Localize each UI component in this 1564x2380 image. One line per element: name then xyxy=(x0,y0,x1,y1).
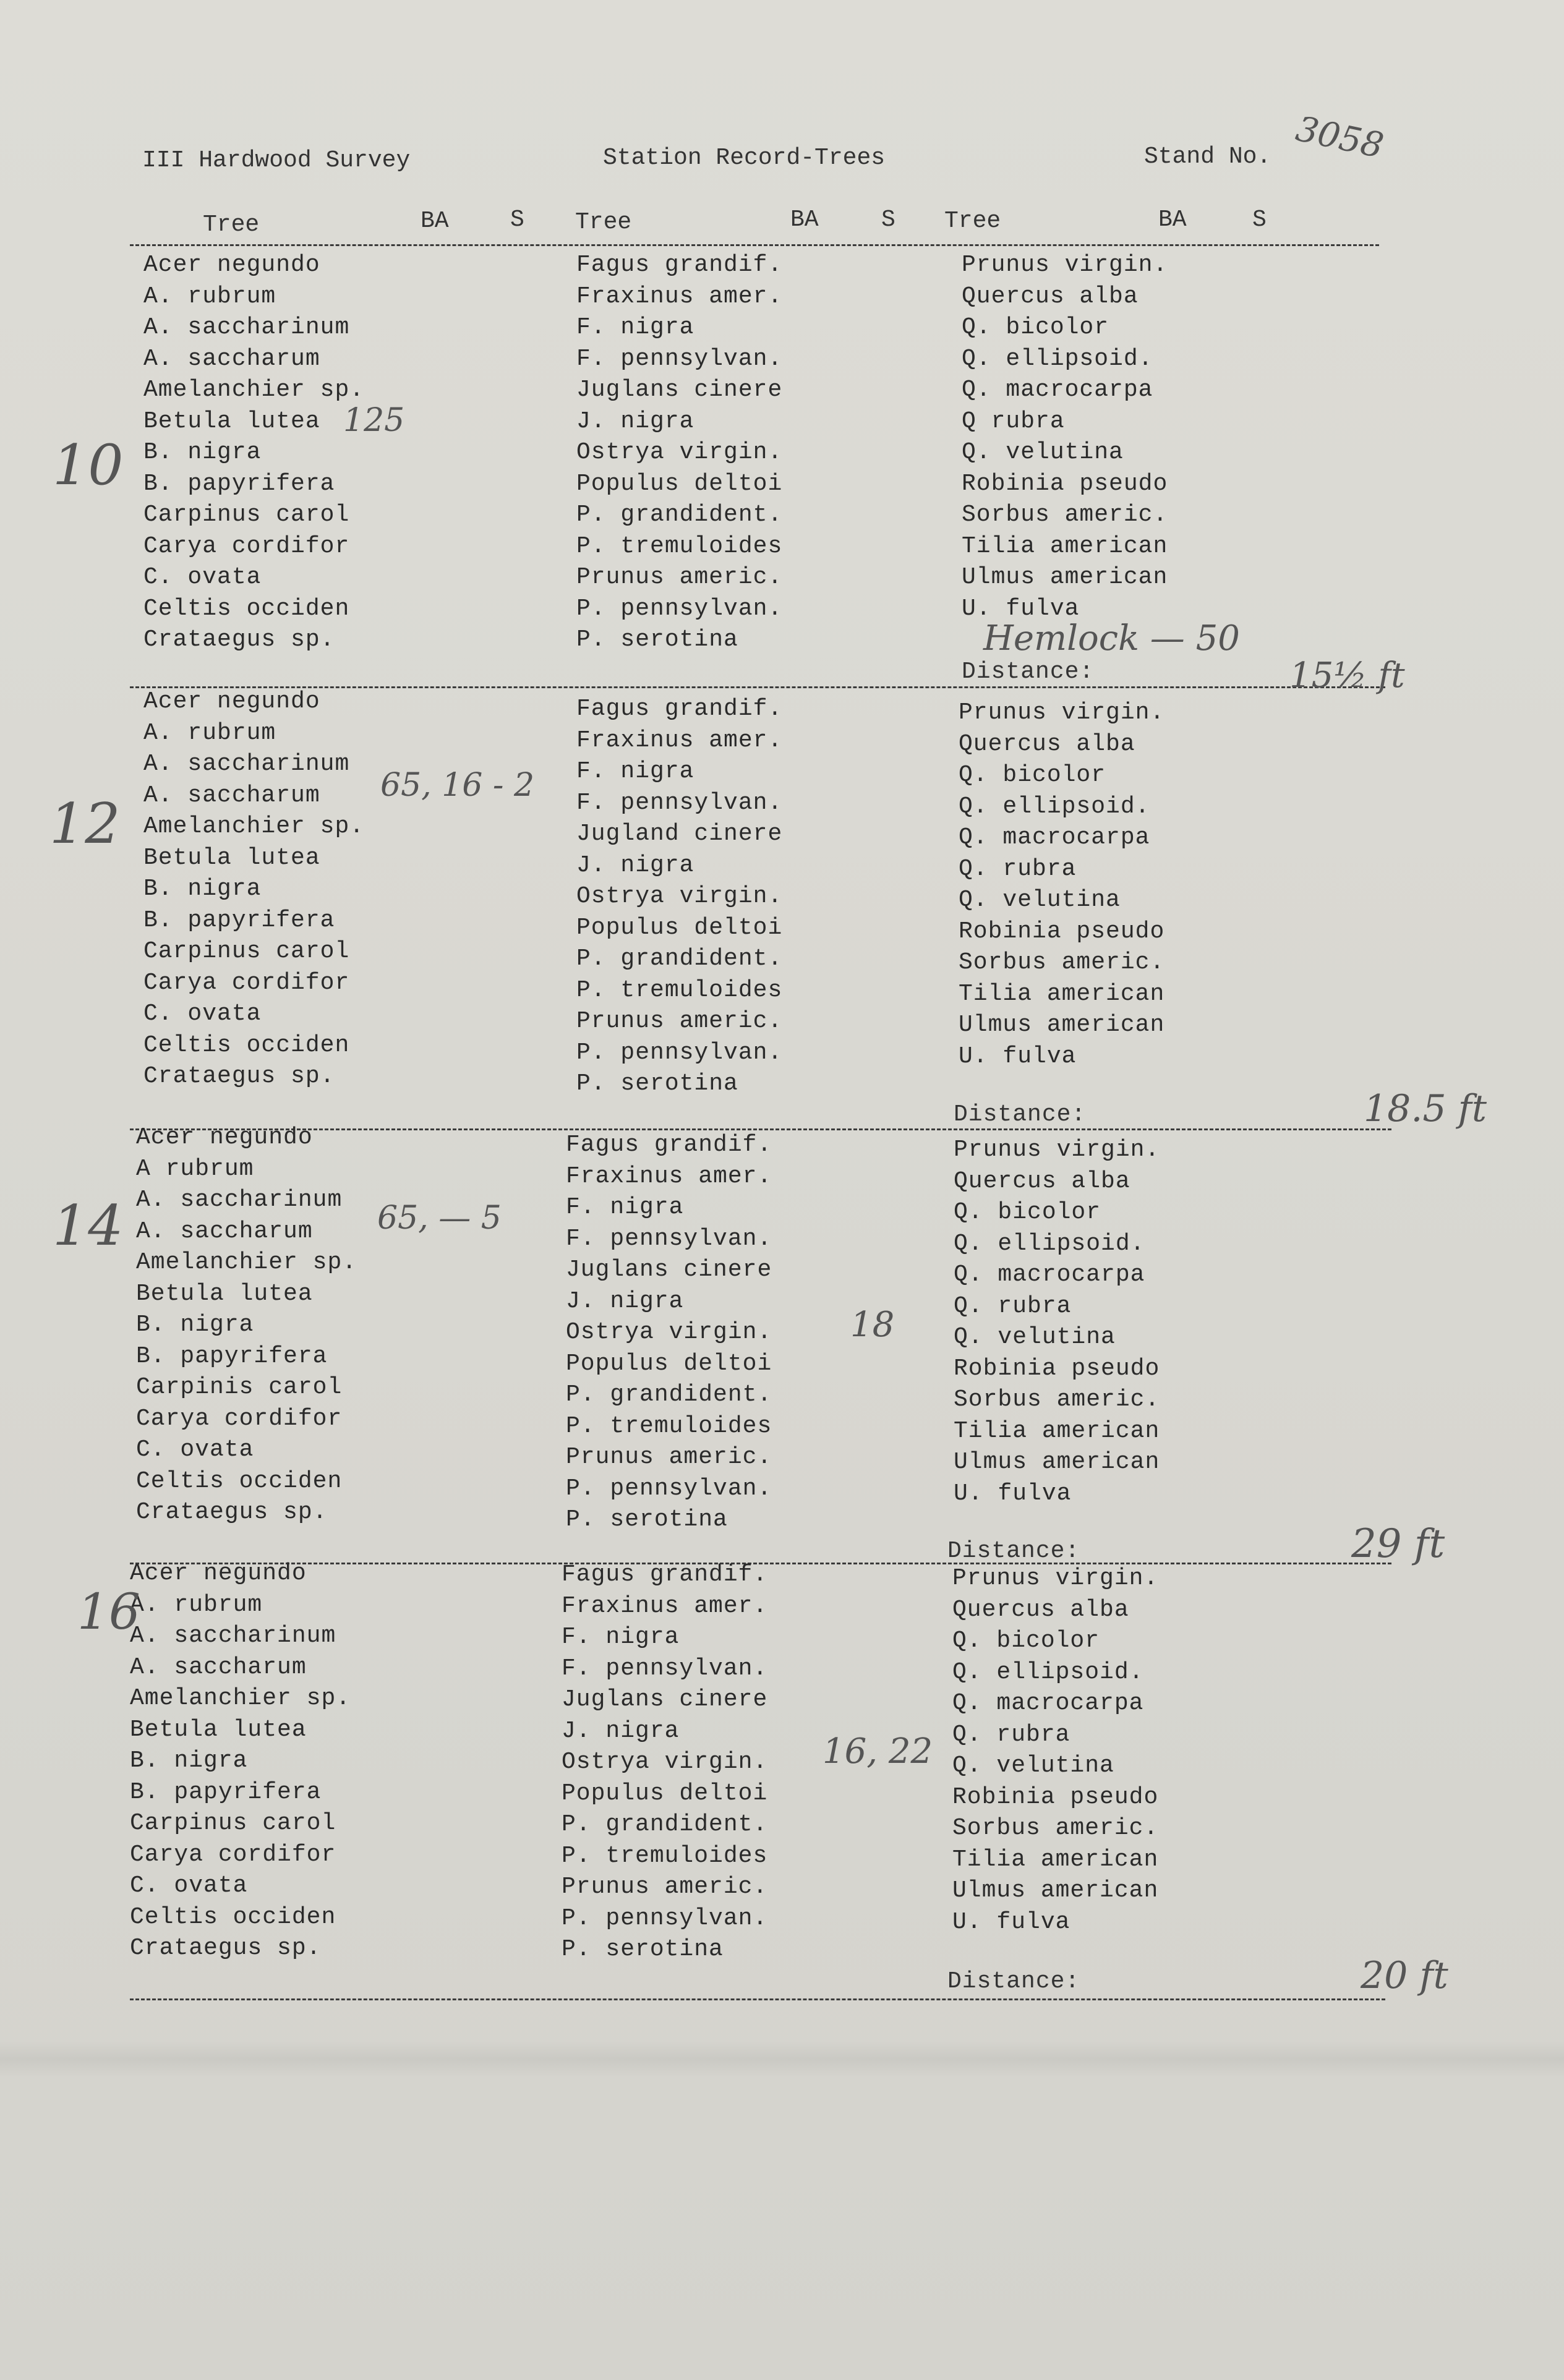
tree-entry: Carya cordifor xyxy=(136,1405,343,1432)
station2-col2 xyxy=(576,694,782,1100)
handwritten-note: Hemlock — 50 xyxy=(983,618,1240,659)
tree-entry: Ostrya virgin. xyxy=(562,1749,768,1775)
tree-entry: P. tremuloides xyxy=(562,1842,768,1869)
col1-ba-header: BA xyxy=(421,208,449,234)
tree-entry: Q. rubra xyxy=(952,1721,1070,1748)
station-divider xyxy=(130,1998,1385,2000)
tree-entry: Ulmus american xyxy=(959,1012,1165,1038)
tree-entry: B. nigra xyxy=(130,1747,248,1774)
paper-fold xyxy=(0,2041,1564,2078)
tree-entry: Carya cordifor xyxy=(143,532,350,560)
tree-entry: Celtis occiden xyxy=(130,1903,336,1930)
tree-entry: Robinia pseudo xyxy=(962,470,1168,497)
tree-entry: Populus deltoi xyxy=(576,470,783,497)
handwritten-note: 65, — 5 xyxy=(377,1200,502,1237)
tree-entry: P. grandident. xyxy=(576,945,783,972)
tree-entry: P. serotina xyxy=(566,1506,728,1533)
tree-entry: Populus deltoi xyxy=(566,1350,772,1377)
station3-col1 xyxy=(136,1122,357,1529)
form-title: III Hardwood Survey xyxy=(142,147,411,174)
tree-entry: B. papyrifera xyxy=(136,1342,328,1370)
tree-entry: Q. rubra xyxy=(954,1292,1072,1320)
tree-entry: A. rubrum xyxy=(130,1591,263,1618)
handwritten-distance: 29 ft xyxy=(1351,1521,1445,1567)
tree-entry: Q. velutina xyxy=(962,439,1124,466)
tree-entry: U. fulva xyxy=(952,1908,1070,1935)
tree-entry: Q. macrocarpa xyxy=(952,1690,1144,1717)
handwritten-note: 65, 16 - 2 xyxy=(380,767,535,804)
tree-entry: Betula lutea xyxy=(143,407,320,435)
tree-entry: Tilia american xyxy=(962,532,1168,560)
tree-entry: Fagus grandif. xyxy=(576,696,783,722)
handwritten-distance: 15½ ft xyxy=(1289,655,1405,696)
col3-s-header: S xyxy=(1252,207,1267,233)
tree-entry: Carpinus carol xyxy=(143,938,350,965)
tree-entry: Q. bicolor xyxy=(962,314,1109,341)
tree-entry: Sorbus americ. xyxy=(962,501,1168,528)
tree-entry: A. saccharinum xyxy=(143,751,350,777)
station1-col3 xyxy=(962,250,1168,625)
tree-entry: C. ovata xyxy=(130,1872,248,1899)
tree-entry: P. serotina xyxy=(576,626,738,653)
tree-entry: C. ovata xyxy=(136,1436,254,1463)
tree-entry: Prunus americ. xyxy=(576,564,783,591)
tree-entry: P. serotina xyxy=(562,1936,724,1963)
station-number: 14 xyxy=(53,1193,124,1258)
tree-entry: Q rubra xyxy=(962,407,1065,435)
tree-entry: Amelanchier sp. xyxy=(130,1685,351,1712)
tree-entry: F. nigra xyxy=(566,1194,684,1221)
handwritten-note: 18 xyxy=(850,1305,895,1345)
tree-entry: A. saccharinum xyxy=(136,1187,343,1213)
tree-entry: Prunus virgin. xyxy=(954,1137,1160,1163)
tree-entry: Prunus virgin. xyxy=(962,252,1168,278)
tree-entry: F. nigra xyxy=(576,758,694,785)
tree-entry: Crataegus sp. xyxy=(143,1063,335,1090)
tree-entry: Acer negundo xyxy=(143,252,320,278)
tree-entry: F. pennsylvan. xyxy=(562,1655,768,1682)
tree-entry: Ulmus american xyxy=(954,1449,1160,1475)
page-title: Station Record-Trees xyxy=(603,145,886,171)
tree-entry: P. tremuloides xyxy=(576,532,783,560)
tree-entry: Prunus americ. xyxy=(566,1444,772,1470)
tree-entry: P. tremuloides xyxy=(566,1412,772,1440)
tree-entry: J. nigra xyxy=(576,407,694,435)
tree-entry: Carpinis carol xyxy=(136,1374,343,1401)
col2-s-header: S xyxy=(881,207,895,233)
tree-entry: Ostrya virgin. xyxy=(576,439,783,466)
tree-entry: F. nigra xyxy=(576,314,694,341)
tree-entry: A. saccharinum xyxy=(143,314,350,341)
tree-entry: U. fulva xyxy=(954,1480,1072,1507)
tree-entry: Robinia pseudo xyxy=(952,1783,1159,1811)
tree-entry: Q. bicolor xyxy=(952,1627,1100,1654)
tree-entry: Juglans cinere xyxy=(562,1686,768,1713)
tree-entry: Fagus grandif. xyxy=(562,1561,768,1588)
tree-entry: Q. ellipsoid. xyxy=(952,1658,1144,1686)
tree-entry: B. nigra xyxy=(143,876,262,902)
tree-entry: Carya cordifor xyxy=(130,1841,336,1868)
station2-col3 xyxy=(959,697,1164,1072)
tree-entry: J. nigra xyxy=(562,1717,680,1744)
tree-entry: Ulmus american xyxy=(952,1877,1159,1904)
handwritten-distance: 18.5 ft xyxy=(1364,1087,1487,1130)
tree-entry: P. pennsylvan. xyxy=(566,1475,772,1502)
tree-entry: P. tremuloides xyxy=(576,976,783,1004)
tree-entry: A rubrum xyxy=(136,1155,254,1182)
distance-label: Distance: xyxy=(954,1101,1087,1128)
tree-entry: Celtis occiden xyxy=(143,595,350,622)
tree-entry: Amelanchier sp. xyxy=(136,1249,357,1276)
tree-entry: Ostrya virgin. xyxy=(566,1319,772,1346)
header-divider xyxy=(130,244,1379,246)
tree-entry: Amelanchier sp. xyxy=(143,377,365,403)
handwritten-note: 125 xyxy=(343,402,405,439)
tree-entry: Q. ellipsoid. xyxy=(962,345,1153,372)
tree-entry: Q. velutina xyxy=(959,887,1121,913)
col2-tree-header: Tree xyxy=(575,209,632,236)
tree-entry: P. grandident. xyxy=(562,1811,768,1838)
tree-entry: B. nigra xyxy=(136,1312,254,1338)
tree-entry: B. papyrifera xyxy=(130,1778,322,1806)
tree-entry: P. pennsylvan. xyxy=(562,1904,768,1932)
stand-number: 3058 xyxy=(1292,108,1387,167)
tree-entry: F. pennsylvan. xyxy=(576,345,783,372)
tree-entry: A. saccharinum xyxy=(130,1623,336,1649)
tree-entry: P. grandident. xyxy=(576,501,783,528)
tree-entry: B. nigra xyxy=(143,439,262,466)
tree-entry: Fraxinus amer. xyxy=(562,1592,768,1619)
tree-entry: Fraxinus amer. xyxy=(576,727,783,754)
tree-entry: Fagus grandif. xyxy=(576,252,783,278)
col1-s-header: S xyxy=(510,207,524,233)
tree-entry: Fagus grandif. xyxy=(566,1132,772,1158)
tree-entry: J. nigra xyxy=(566,1287,684,1315)
tree-entry: Fraxinus amer. xyxy=(576,283,783,310)
tree-entry: Populus deltoi xyxy=(576,914,783,941)
tree-entry: Quercus alba xyxy=(954,1167,1130,1195)
tree-entry: P. serotina xyxy=(576,1070,738,1097)
tree-entry: Fraxinus amer. xyxy=(566,1162,772,1190)
station4-col2 xyxy=(562,1559,767,1966)
distance-label: Distance: xyxy=(947,1968,1080,1995)
tree-entry: Q. bicolor xyxy=(954,1199,1101,1226)
tree-entry: Q. ellipsoid. xyxy=(954,1230,1145,1257)
tree-entry: U. fulva xyxy=(962,595,1080,622)
tree-entry: P. pennsylvan. xyxy=(576,595,783,622)
tree-entry: Acer negundo xyxy=(143,688,320,715)
tree-entry: Betula lutea xyxy=(130,1716,307,1743)
tree-entry: Jugland cinere xyxy=(576,821,783,847)
tree-entry: Crataegus sp. xyxy=(136,1499,328,1525)
tree-entry: Crataegus sp. xyxy=(143,626,335,653)
station-number: 16 xyxy=(77,1583,140,1640)
tree-entry: Prunus virgin. xyxy=(959,699,1165,726)
tree-entry: Robinia pseudo xyxy=(959,918,1165,945)
tree-entry: Carpinus carol xyxy=(143,501,350,528)
tree-entry: Ulmus american xyxy=(962,564,1168,591)
station3-col3 xyxy=(954,1135,1160,1509)
tree-entry: Prunus virgin. xyxy=(952,1565,1159,1592)
tree-entry: Q. macrocarpa xyxy=(962,377,1153,403)
tree-entry: A. rubrum xyxy=(143,283,276,310)
tree-entry: Q. bicolor xyxy=(959,762,1106,788)
tree-entry: Crataegus sp. xyxy=(130,1935,322,1961)
tree-entry: Betula lutea xyxy=(143,844,320,871)
tree-entry: Prunus americ. xyxy=(562,1874,768,1900)
tree-entry: Sorbus americ. xyxy=(952,1815,1159,1841)
tree-entry: Juglans cinere xyxy=(566,1256,772,1283)
station2-col1 xyxy=(143,686,364,1093)
station4-col3 xyxy=(952,1563,1158,1938)
distance-label: Distance: xyxy=(962,659,1095,685)
tree-entry: Ostrya virgin. xyxy=(576,883,783,910)
station3-col2 xyxy=(566,1130,772,1536)
tree-entry: A. rubrum xyxy=(143,719,276,746)
tree-entry: A. saccharum xyxy=(143,782,320,809)
tree-entry: Carya cordifor xyxy=(143,969,350,996)
tree-entry: Q. velutina xyxy=(954,1324,1116,1350)
tree-entry: Prunus americ. xyxy=(576,1008,783,1034)
tree-entry: U. fulva xyxy=(959,1043,1077,1070)
tree-entry: P. pennsylvan. xyxy=(576,1039,783,1066)
tree-entry: Juglans cinere xyxy=(576,377,783,403)
tree-entry: A. saccharum xyxy=(136,1218,313,1245)
station4-col1 xyxy=(130,1558,351,1964)
tree-entry: Amelanchier sp. xyxy=(143,813,365,840)
tree-entry: Acer negundo xyxy=(136,1124,313,1151)
tree-entry: J. nigra xyxy=(576,851,694,879)
tree-entry: Q. rubra xyxy=(959,855,1077,882)
tree-entry: C. ovata xyxy=(143,564,262,591)
tree-entry: Celtis occiden xyxy=(143,1031,350,1059)
col3-ba-header: BA xyxy=(1158,207,1187,233)
tree-entry: Tilia american xyxy=(954,1417,1160,1444)
col2-ba-header: BA xyxy=(790,207,819,233)
tree-entry: Sorbus americ. xyxy=(954,1386,1160,1413)
tree-entry: C. ovata xyxy=(143,1000,262,1027)
distance-label: Distance: xyxy=(947,1538,1080,1564)
tree-entry: Quercus alba xyxy=(962,283,1139,310)
tree-entry: B. papyrifera xyxy=(143,470,335,497)
col1-tree-header: Tree xyxy=(203,211,260,238)
tree-entry: Robinia pseudo xyxy=(954,1355,1160,1382)
stand-label: Stand No. xyxy=(1144,143,1271,170)
station-number: 10 xyxy=(53,433,124,498)
tree-entry: Sorbus americ. xyxy=(959,949,1165,976)
tree-entry: Populus deltoi xyxy=(562,1780,768,1807)
tree-entry: Celtis occiden xyxy=(136,1467,343,1495)
tree-entry: Q. velutina xyxy=(952,1752,1114,1779)
tree-entry: Tilia american xyxy=(959,980,1165,1007)
station1-col2 xyxy=(576,250,782,656)
tree-entry: Q. ellipsoid. xyxy=(959,793,1150,820)
tree-entry: A. saccharum xyxy=(143,345,320,372)
tree-entry: Acer negundo xyxy=(130,1560,307,1587)
tree-entry: Quercus alba xyxy=(959,730,1135,757)
tree-entry: Quercus alba xyxy=(952,1596,1129,1623)
tree-entry: Carpinus carol xyxy=(130,1810,336,1836)
station1-col1 xyxy=(143,250,364,656)
tree-entry: B. papyrifera xyxy=(143,906,335,934)
tree-entry: F. pennsylvan. xyxy=(576,789,783,816)
tree-entry: Q. macrocarpa xyxy=(954,1261,1145,1288)
tree-entry: Betula lutea xyxy=(136,1280,313,1307)
col3-tree-header: Tree xyxy=(944,208,1001,234)
station-number: 12 xyxy=(49,791,121,856)
tree-entry: Q. macrocarpa xyxy=(959,824,1150,851)
tree-entry: A. saccharum xyxy=(130,1653,307,1681)
tree-entry: F. pennsylvan. xyxy=(566,1225,772,1252)
tree-entry: F. nigra xyxy=(562,1624,680,1650)
tree-entry: Tilia american xyxy=(952,1846,1159,1873)
handwritten-distance: 20 ft xyxy=(1361,1954,1448,1997)
handwritten-note: 16, 22 xyxy=(823,1731,933,1772)
tree-entry: P. grandident. xyxy=(566,1381,772,1408)
